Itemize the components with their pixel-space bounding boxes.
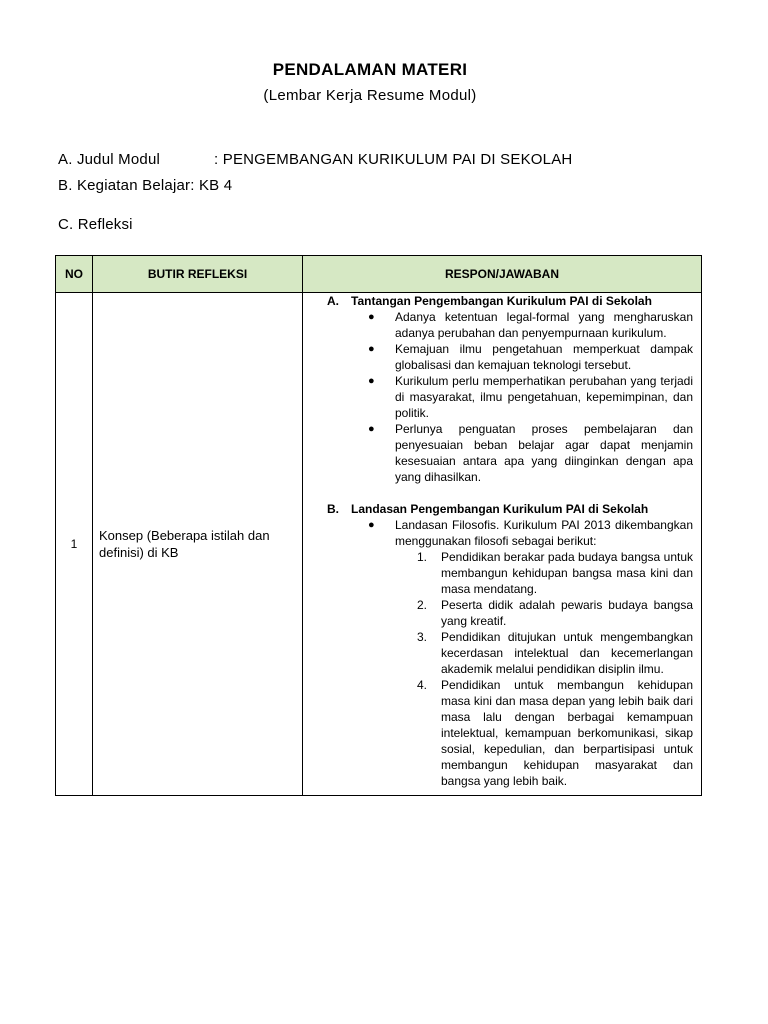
learning-activity-row — [58, 177, 232, 194]
table-header-row — [56, 256, 702, 293]
section-a — [327, 293, 693, 485]
bullet-text: Perlunya penguatan proses pembelajaran dan penyesuaian beban belajar agar dapat menjamin kesesuaian antara apa yang diinginkan dengan apa yang dihasilkan. — [395, 422, 693, 484]
bullet-icon: ● — [368, 311, 375, 323]
section-a-bullet-list — [351, 309, 693, 485]
table-row — [56, 293, 702, 796]
list-item — [368, 341, 693, 373]
list-item — [368, 309, 693, 341]
row-number: 1 — [56, 293, 93, 796]
page-subtitle: (Lembar Kerja Resume Modul) — [263, 87, 477, 104]
header-respon-jawaban: RESPON/JAWABAN — [303, 256, 702, 293]
module-title-row — [58, 151, 572, 168]
row-response — [303, 293, 702, 796]
item-number: 4. — [417, 678, 428, 692]
bullet-icon: ● — [368, 375, 375, 387]
list-item — [368, 373, 693, 421]
section-a-title — [327, 293, 693, 309]
bullet-icon: ● — [368, 519, 375, 531]
item-text: Pendidikan ditujukan untuk mengembangkan kecerdasan intelektual dan kecemerlangan akademik melalui pendidikan disiplin ilmu. — [441, 630, 693, 676]
reflection-table — [55, 255, 702, 796]
section-b-title-text: Landasan Pengembangan Kurikulum PAI di Sekolah — [351, 502, 649, 516]
item-text: Peserta didik adalah pewaris budaya bangsa yang kreatif. — [441, 598, 693, 628]
module-title-label: A. Judul Modul — [58, 151, 161, 168]
section-gap — [327, 485, 693, 501]
bullet-text: Kurikulum perlu memperhatikan perubahan yang terjadi di masyarakat, ilmu pengetahuan, kepemimpinan, dan politik. — [395, 374, 693, 420]
bullet-text: Adanya ketentuan legal-formal yang mengharuskan adanya perubahan dan penyempurnaan kurikulum. — [395, 310, 693, 340]
bullet-icon: ● — [368, 343, 375, 355]
item-text: Pendidikan untuk membangun kehidupan masa kini dan masa depan yang lebih baik dari masa lalu dengan berbagai kemampuan intelektual, kemampuan berkomunikasi, sikap sosial, kepedulian, dan berpartisipasi untuk membangun kehidupan masyarakat dan bangsa yang lebih baik. — [441, 678, 693, 788]
learning-activity-label: B. Kegiatan Belajar — [58, 177, 191, 194]
section-b-title — [327, 501, 693, 517]
bullet-text: Landasan Filosofis. Kurikulum PAI 2013 dikembangkan menggunakan filosofi sebagai berikut: — [395, 518, 693, 548]
numbered-item — [417, 629, 693, 677]
philosophy-numbered-list — [395, 549, 693, 789]
numbered-item — [417, 549, 693, 597]
section-b-letter: B. — [327, 502, 339, 516]
item-number: 3. — [417, 630, 428, 644]
learning-activity-value: : KB 4 — [190, 177, 233, 194]
list-item — [368, 517, 693, 789]
numbered-item — [417, 677, 693, 789]
item-number: 2. — [417, 598, 428, 612]
list-item — [368, 421, 693, 485]
section-a-title-text: Tantangan Pengembangan Kurikulum PAI di Sekolah — [351, 294, 652, 308]
row-butir-refleksi: Konsep (Beberapa istilah dan definisi) di KB — [93, 293, 303, 796]
header-no: NO — [56, 256, 93, 293]
section-a-letter: A. — [327, 294, 339, 308]
module-title-value: : PENGEMBANGAN KURIKULUM PAI DI SEKOLAH — [214, 151, 573, 168]
item-number: 1. — [417, 550, 428, 564]
bullet-text: Kemajuan ilmu pengetahuan memperkuat dampak globalisasi dan kemajuan teknologi tersebut. — [395, 342, 693, 372]
page-title: PENDALAMAN MATERI — [272, 60, 468, 79]
bullet-icon: ● — [368, 423, 375, 435]
item-text: Pendidikan berakar pada budaya bangsa untuk membangun kehidupan bangsa masa kini dan masa mendatang. — [441, 550, 693, 596]
numbered-item — [417, 597, 693, 629]
section-b — [327, 501, 693, 789]
section-b-bullet-list — [351, 517, 693, 789]
reflection-heading: C. Refleksi — [58, 216, 133, 233]
header-butir-refleksi: BUTIR REFLEKSI — [93, 256, 303, 293]
